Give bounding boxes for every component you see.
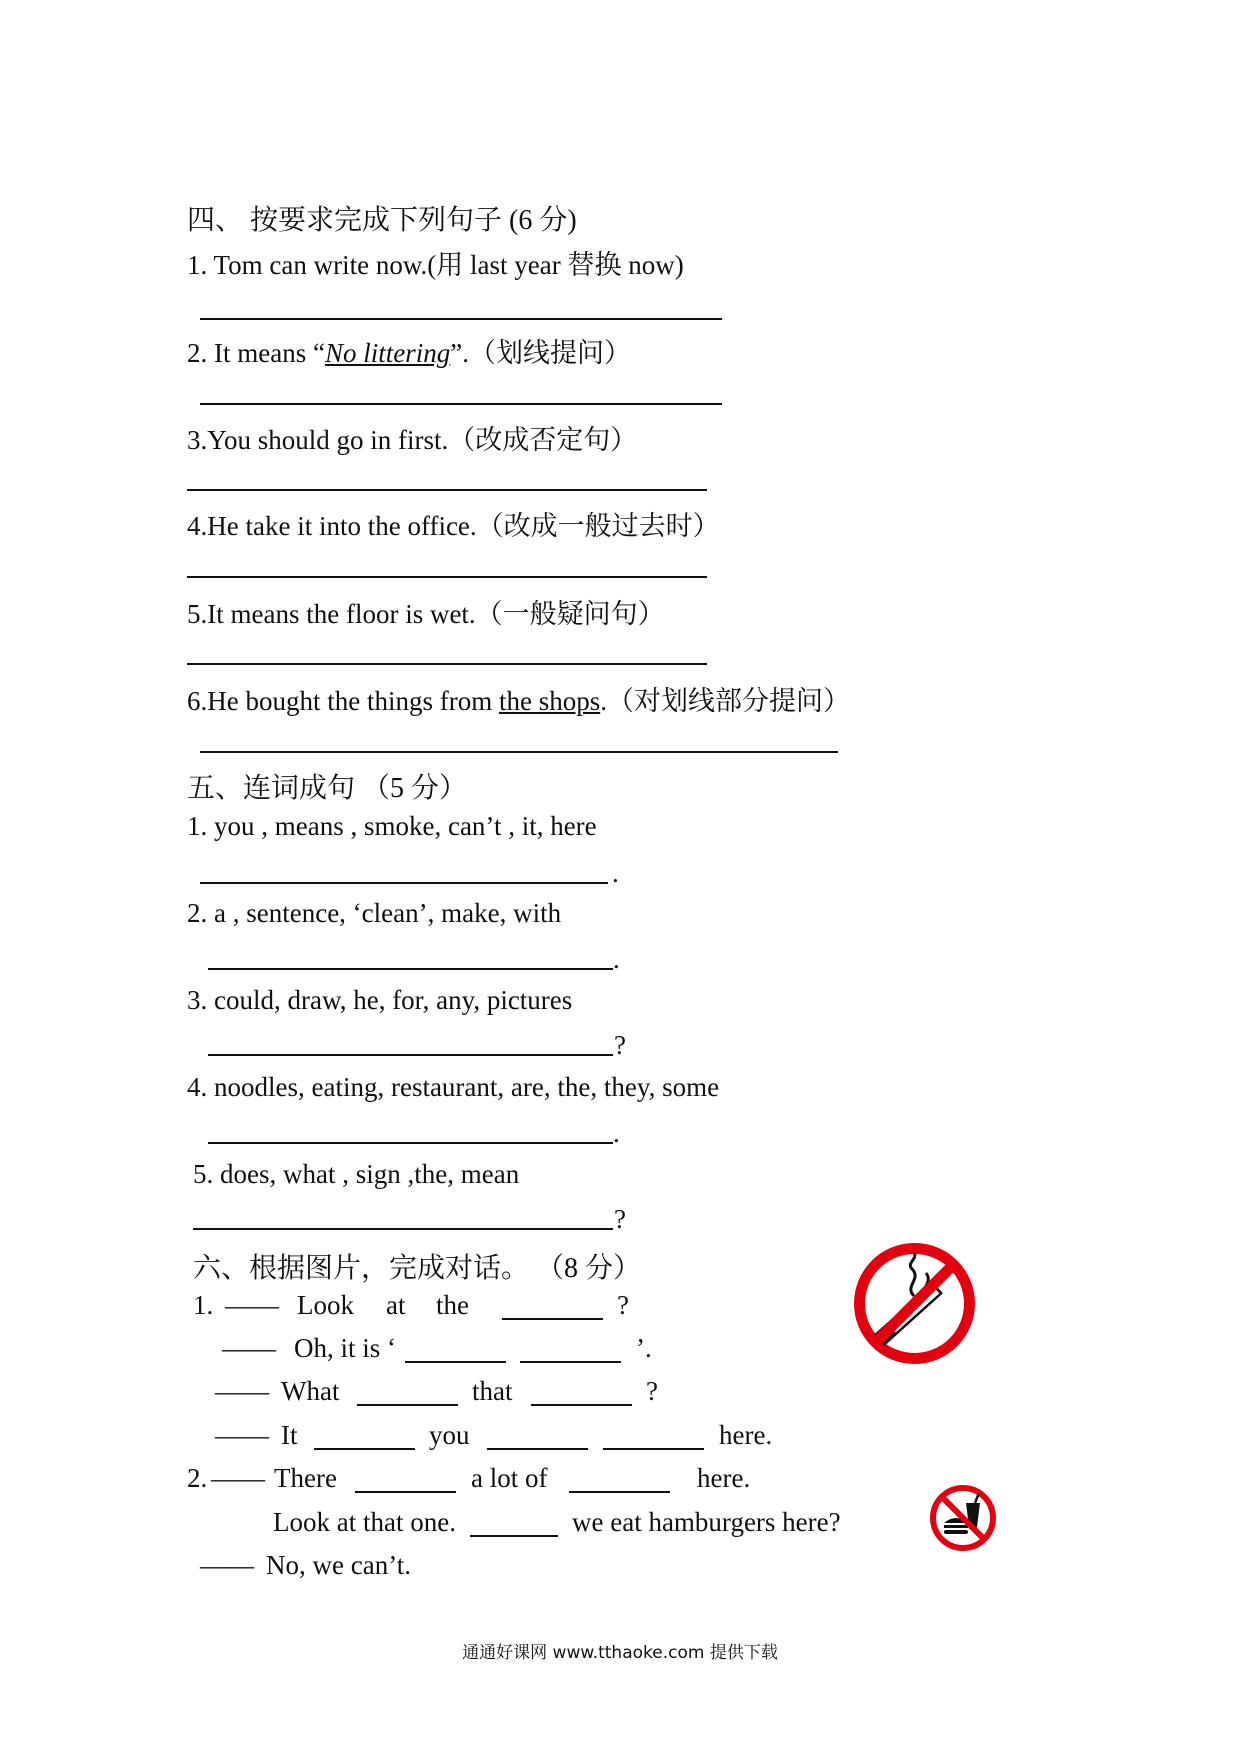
d1-the: the xyxy=(436,1290,469,1320)
e1-alotof: a lot of xyxy=(471,1463,548,1493)
e1-here: here. xyxy=(697,1463,751,1493)
section-4-heading: 四、 按要求完成下列句子 (6 分) xyxy=(187,205,577,236)
s5-answer-line-2[interactable] xyxy=(208,968,613,970)
s5-question-3: 3. could, draw, he, for, any, pictures xyxy=(187,985,573,1015)
s4-q6-post: .（对划线部分提问） xyxy=(600,686,850,716)
s4-answer-line-3[interactable] xyxy=(187,489,707,491)
s5-end-4: . xyxy=(613,1118,620,1148)
s5-answer-line-3[interactable] xyxy=(208,1054,613,1056)
s4-answer-line-4[interactable] xyxy=(187,576,707,578)
e3-dash: —— xyxy=(200,1550,254,1580)
s5-question-5: 5. does, what , sign ,the, mean xyxy=(193,1159,520,1189)
s4-question-5: 5.It means the floor is wet.（一般疑问句） xyxy=(187,599,665,629)
d3-dash: —— xyxy=(215,1376,269,1406)
s4-answer-line-5[interactable] xyxy=(187,663,707,665)
d3-blank-1[interactable] xyxy=(357,1404,458,1406)
d3-that: that xyxy=(472,1376,513,1406)
s4-answer-line-2[interactable] xyxy=(200,403,722,405)
no-smoking-sign-icon xyxy=(852,1241,977,1366)
no-food-drink-sign-icon xyxy=(928,1483,998,1553)
s4-q2-pre: 2. It means “ xyxy=(187,338,325,368)
d1-blank[interactable] xyxy=(502,1318,603,1320)
d4-you: you xyxy=(429,1420,470,1450)
e1-dash: —— xyxy=(211,1463,265,1493)
e1-blank-2[interactable] xyxy=(569,1491,670,1493)
s5-answer-line-5[interactable] xyxy=(193,1228,613,1230)
d4-it: It xyxy=(281,1420,298,1450)
s4-q2-post: ”.（划线提问） xyxy=(450,338,631,368)
s4-q2-underlined: No littering xyxy=(324,338,451,368)
e1-blank-1[interactable] xyxy=(355,1491,456,1493)
d4-here: here. xyxy=(719,1420,773,1450)
s5-question-4: 4. noodles, eating, restaurant, are, the, they, some xyxy=(187,1072,720,1102)
d1-dash: —— xyxy=(225,1290,279,1320)
e1-number: 2. xyxy=(187,1463,208,1493)
s5-answer-line-4[interactable] xyxy=(208,1142,613,1144)
d2-end: ’. xyxy=(636,1333,652,1363)
s4-question-1: 1. Tom can write now.(用 last year 替换 now) xyxy=(187,250,684,280)
d2-dash: —— xyxy=(222,1333,276,1363)
d2-blank-1[interactable] xyxy=(405,1361,506,1363)
s4-question-6 xyxy=(187,679,850,718)
d4-dash: —— xyxy=(215,1420,269,1450)
s4-q6-underlined: the shops xyxy=(498,686,601,716)
s4-question-2 xyxy=(187,331,631,370)
e2-blank[interactable] xyxy=(470,1535,558,1537)
d1-number: 1. xyxy=(193,1290,214,1320)
footer-source: 通通好课网 www.tthaoke.com 提供下载 xyxy=(462,1643,778,1663)
d4-blank-3[interactable] xyxy=(603,1448,704,1450)
d4-blank-2[interactable] xyxy=(487,1448,588,1450)
s5-end-3: ? xyxy=(614,1030,626,1060)
s4-question-3: 3.You should go in first.（改成否定句） xyxy=(187,425,638,455)
s5-end-5: ? xyxy=(614,1204,626,1234)
s5-end-1: . xyxy=(612,858,619,888)
e3-text: No, we can’t. xyxy=(266,1550,411,1580)
d1-question-mark: ? xyxy=(617,1290,629,1320)
s5-end-2: . xyxy=(613,944,620,974)
s4-answer-line-1[interactable] xyxy=(200,318,722,320)
d3-blank-2[interactable] xyxy=(531,1404,632,1406)
s5-question-1: 1. you , means , smoke, can’t , it, here xyxy=(187,811,597,841)
section-5-heading: 五、连词成句 （5 分） xyxy=(187,773,468,804)
s4-q6-pre: 6.He bought the things from xyxy=(187,686,499,716)
d4-blank-1[interactable] xyxy=(314,1448,415,1450)
d2-blank-2[interactable] xyxy=(520,1361,621,1363)
s4-answer-line-6[interactable] xyxy=(200,751,838,753)
d3-what: What xyxy=(281,1376,340,1406)
e2-rest: we eat hamburgers here? xyxy=(572,1507,841,1537)
d1-look: Look xyxy=(297,1290,354,1320)
d2-oh: Oh, it is ‘ xyxy=(294,1333,397,1363)
s5-answer-line-1[interactable] xyxy=(200,882,608,884)
d1-at: at xyxy=(386,1290,406,1320)
e2-look: Look at that one. xyxy=(273,1507,456,1537)
s4-question-4: 4.He take it into the office.（改成一般过去时） xyxy=(187,511,720,541)
e1-there: There xyxy=(274,1463,337,1493)
section-6-heading: 六、根据图片，完成对话。 （8 分） xyxy=(193,1253,642,1284)
d3-question-mark: ? xyxy=(646,1376,658,1406)
s5-question-2: 2. a , sentence, ‘clean’, make, with xyxy=(187,898,562,928)
